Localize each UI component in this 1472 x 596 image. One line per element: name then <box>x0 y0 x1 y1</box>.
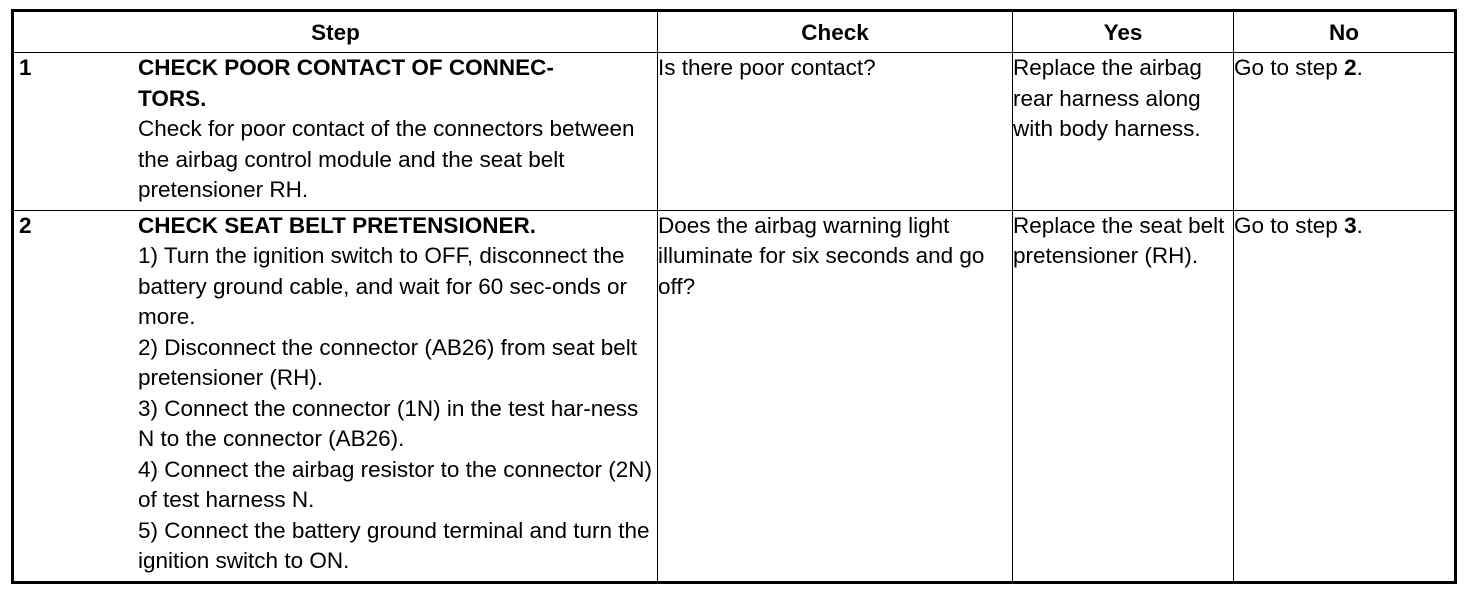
check-cell: Is there poor contact? <box>658 53 1013 211</box>
step-title: CHECK SEAT BELT PRETENSIONER. <box>138 212 536 238</box>
no-step-ref: 3 <box>1344 212 1357 238</box>
step-title-line: CHECK POOR CONTACT OF CONNEC- <box>138 55 554 80</box>
header-no: No <box>1234 11 1456 53</box>
header-check: Check <box>658 11 1013 53</box>
step-title <box>138 53 653 114</box>
sub-step: 5) Connect the battery ground terminal and turn the ignition switch to ON. <box>138 517 650 573</box>
no-cell <box>1234 53 1456 211</box>
sub-step: 1) Turn the ignition switch to OFF, disconnect the battery ground cable, and wait for 60 sec-onds or more. <box>138 243 628 329</box>
diagnostic-table <box>11 9 1457 584</box>
yes-cell: Replace the seat belt pretensioner (RH). <box>1013 210 1234 582</box>
no-suffix: . <box>1356 55 1363 80</box>
check-cell: Does the airbag warning light illuminate for six seconds and go off? <box>658 210 1013 582</box>
sub-step: 2) Disconnect the connector (AB26) from seat belt pretensioner (RH). <box>138 334 637 390</box>
no-suffix: . <box>1356 212 1363 238</box>
step-cell <box>13 53 658 211</box>
header-yes: Yes <box>1013 11 1234 53</box>
step-description: Check for poor contact of the connectors between the airbag control module and the seat belt pretensioner RH. <box>138 116 635 202</box>
no-prefix: Go to step <box>1234 55 1345 80</box>
sub-step: 4) Connect the airbag resistor to the connector (2N) of test harness N. <box>138 456 653 512</box>
step-title-line: TORS. <box>138 85 207 111</box>
sub-step: 3) Connect the connector (1N) in the test har-ness N to the connector (AB26). <box>138 395 639 451</box>
step-number: 2 <box>19 212 32 238</box>
step-body <box>138 211 657 581</box>
no-prefix: Go to step <box>1234 212 1345 238</box>
header-step: Step <box>13 11 658 53</box>
step-number: 1 <box>19 55 32 80</box>
no-cell <box>1234 210 1456 582</box>
table-row <box>13 53 1456 211</box>
table-row <box>13 210 1456 582</box>
header-row <box>13 11 1456 53</box>
no-step-ref: 2 <box>1344 55 1357 80</box>
yes-cell: Replace the airbag rear harness along with body harness. <box>1013 53 1234 211</box>
step-cell <box>13 210 658 582</box>
step-body <box>138 53 657 210</box>
